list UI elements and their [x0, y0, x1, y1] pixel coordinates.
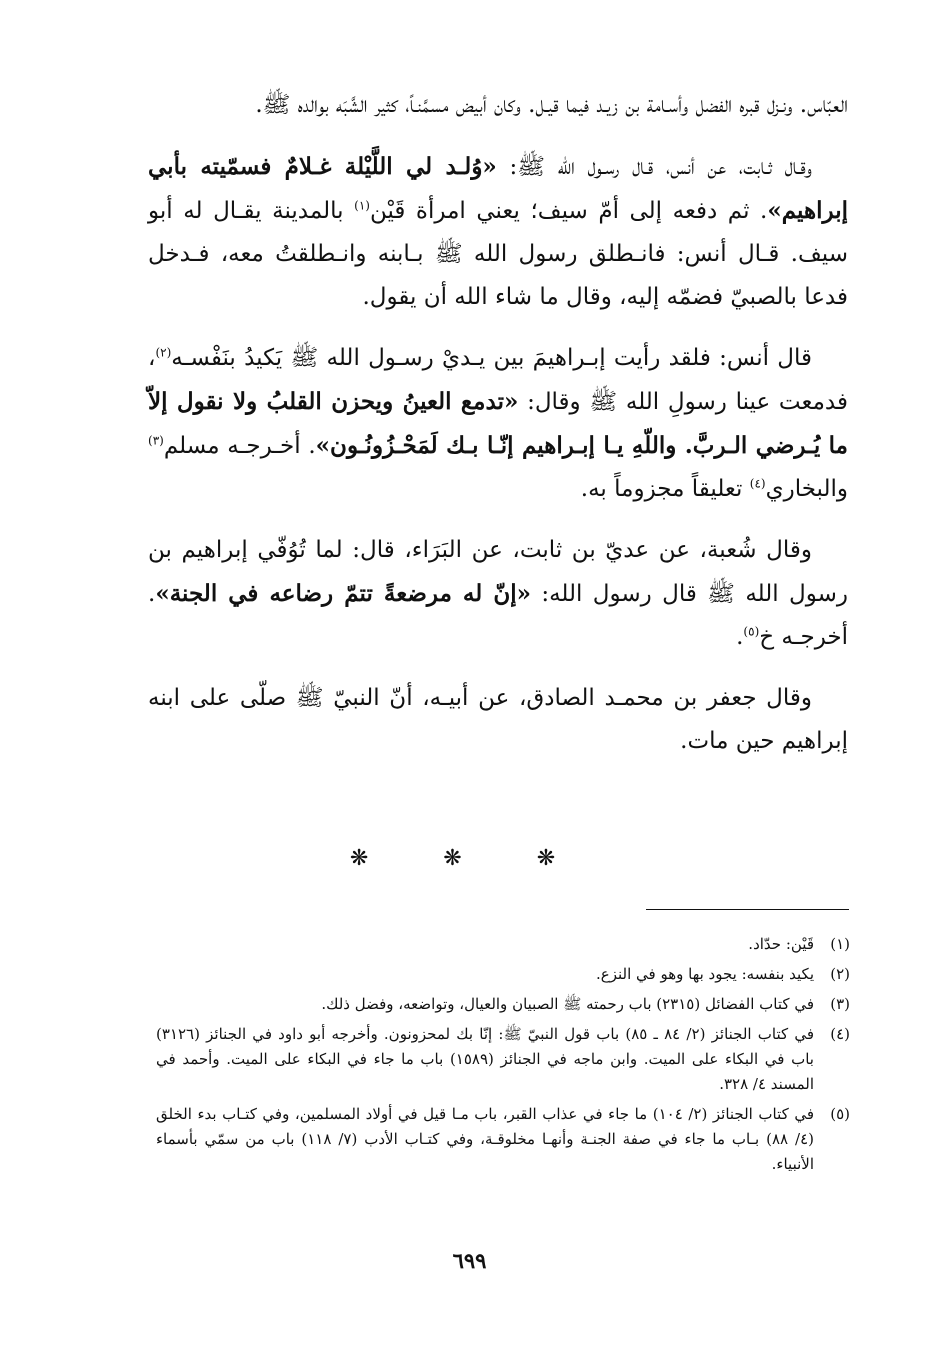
footnote-number: (٥)	[830, 1105, 850, 1123]
text-run: ، فدمعت عينا رسولِ الله ﷺ وقال:	[148, 345, 848, 415]
footnote	[156, 992, 850, 1017]
footnote-number: (٤)	[830, 1025, 850, 1043]
hadith-quote: «إنّ له مرضعةً تتمّ رضاعه في الجنة»	[155, 580, 531, 607]
page-number: ٦٩٩	[452, 1248, 487, 1273]
footnote-marker: (٣)	[148, 433, 164, 448]
footnote-text: قَيْن: حدّاد.	[748, 935, 814, 953]
footnote-text: يكيد بنفسه: يجود بها وهو في النزع.	[595, 965, 814, 983]
text-run: تعليقاً مجزوماً به.	[580, 476, 750, 502]
footnote-marker: (٢)	[155, 345, 172, 360]
footnote-marker: (١)	[354, 198, 370, 213]
footnote	[156, 1102, 850, 1177]
main-text	[148, 84, 848, 781]
footnote-number: (٢)	[830, 965, 850, 983]
paragraph	[148, 529, 848, 659]
footnote-text: في كتاب الفضائل (٢٣١٥) باب رحمته ﷺ الصبيان والعيال، وتواضعه، وفضل ذلك.	[321, 995, 814, 1013]
paragraph	[148, 337, 848, 511]
text-run: وقال جعفر بن محمـد الصادق، عن أبيـه، أنّ النبيّ ﷺ صلّى على ابنه إبراهيم حين مات.	[148, 685, 848, 754]
text-run: . أخـرجـه مسلم	[163, 433, 316, 459]
footnote-text: في كتاب الجنائز (٢/ ٨٤ ـ ٨٥) باب قول النبيّ ﷺ: إنّا بك لمحزونون. وأخرجه أبو داود في الجنائز (٣١٢٦) باب في البكاء على الميت. وابن ماجه في الجنائز (١٥٨٩) باب ما جاء في البكاء على الميت. وأحمد في المسند ٤/ ٣٢٨.	[156, 1025, 815, 1093]
text-run: العبّاس. ونـزل قبره الفضل وأسـامة بن زيـد فيما قيـل. وكان أبيض مسمَّنـاً، كثير الشَّبَه بوالده ﷺ.	[255, 92, 848, 118]
footnote	[156, 962, 850, 987]
section-separator: ❋ ❋ ❋	[349, 846, 590, 871]
text-run: قال أنس: فلقد رأيت إبـراهيمَ بين يـديْ رسـول الله ﷺ يَكيدُ بنَفْسـه	[171, 345, 812, 371]
paragraph	[148, 677, 848, 763]
footnote-rule	[646, 909, 849, 910]
footnote-marker: (٤)	[749, 476, 766, 491]
footnote-text: في كتاب الجنائز (٢/ ١٠٤) ما جاء في عذاب القبر، باب مـا قيل في أولاد المسلمين، وفي كتـاب بدء الخلق (٤/ ٨٨) بـاب ما جاء في صفة الجنـة وأنهـا مخلوقـة، وفي كتـاب الأدب (٧/ ١١٨) باب من سمّي بأسماء الأنبياء.	[156, 1105, 814, 1173]
text-run: وقال شُعبة، عن عديّ بن ثابت، عن البَرَاء، قال: لما تُوُفّي إبراهيم بن رسول الله ﷺ قال رسول الله:	[148, 537, 848, 607]
text-run: . أخرجـه خ	[148, 581, 848, 650]
paragraph	[148, 145, 848, 319]
text-run: وقـال ثـابت، عن أنس، قـال رسـول الله ﷺ:	[496, 154, 812, 180]
footnote-number: (١)	[830, 935, 850, 953]
footnotes	[156, 932, 850, 1182]
hadith-quote: «تدمع العينُ ويحزن القلبُ ولا نقول إلاّ ما يُـرضي الـربَّ. واللّهِ يـا إبـراهيم إنّـا بـك لَمَحْـزُونُـون»	[148, 388, 848, 459]
footnote-number: (٣)	[830, 995, 850, 1013]
text-run: بالمدينة يقـال له أبو سيف. قـال أنس: فانـطلق رسول الله ﷺ بـابنه وانـطلقتُ معه، فـدخل فدعا بالصبيّ فضمّه إليه، وقال ما شاء الله أن يقول.	[148, 198, 848, 310]
hadith-quote: «وُلـد لي اللَّيْلة غـلامٌ فسمّيته بأبي إبراهيم»	[148, 153, 848, 224]
footnote-marker: (٥)	[743, 624, 760, 639]
paragraph	[148, 84, 848, 127]
text-run: . ثم دفعه إلى أمّ سيف؛ يعني امرأة قَيْن	[369, 198, 768, 224]
footnote	[156, 1022, 850, 1097]
text-run: والبخاري	[765, 476, 848, 502]
footnote	[156, 932, 850, 957]
text-run: .	[736, 624, 744, 650]
